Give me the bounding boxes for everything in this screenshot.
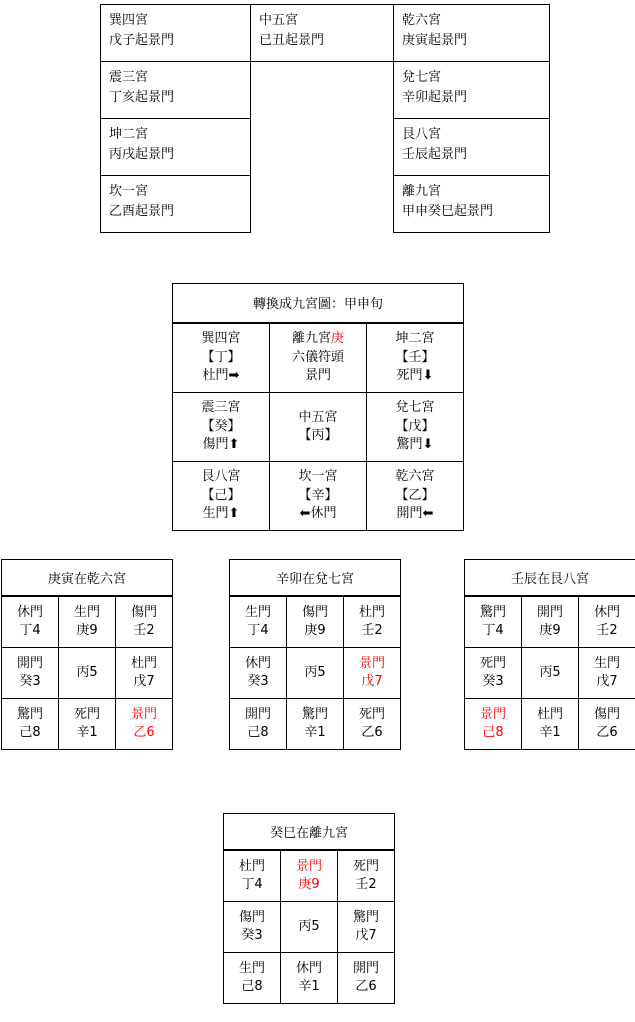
gate-label: 生門	[73, 605, 100, 621]
stem-number-label: 庚9	[304, 623, 326, 638]
start-gate-cell-empty	[251, 62, 394, 119]
gate-label: 景門	[358, 656, 385, 672]
gate-label: 開門	[244, 707, 271, 723]
palace-box-cell	[281, 902, 338, 953]
palace-stem: 【丙】	[298, 428, 338, 443]
gate-label: 杜門	[130, 656, 157, 672]
start-gate-cell	[101, 119, 251, 176]
palace-box-title: 癸巳在離九宮	[224, 814, 394, 850]
stem-number-label: 壬2	[133, 623, 155, 638]
palace-name: 震三宮	[109, 70, 149, 85]
palace-box-cell	[522, 699, 579, 750]
palace-box-row	[2, 699, 172, 750]
palace-box-row	[465, 699, 635, 750]
gate-label: 死門	[73, 707, 100, 723]
gate-label: 傷門	[593, 707, 620, 723]
nine-palace-chart	[172, 283, 464, 531]
gate-label: 驚門	[301, 707, 328, 723]
stem-number-label: 壬2	[355, 877, 377, 892]
start-gate-row	[101, 176, 550, 233]
start-gate-text: 丁亥起景門	[109, 89, 175, 105]
palace-box-gui-si	[223, 813, 395, 1004]
nine-palace-cell	[173, 324, 270, 393]
palace-box-cell	[338, 851, 395, 902]
gate-label: 休門	[295, 961, 322, 977]
stem-number-label: 丁4	[241, 877, 263, 892]
palace-box-cell	[465, 699, 522, 750]
palace-box-cell	[2, 699, 59, 750]
gate-label: 杜門	[358, 605, 385, 621]
palace-name-text: 離九宮	[291, 331, 331, 347]
palace-box-cell	[116, 699, 173, 750]
palace-box-row	[224, 902, 394, 953]
nine-palace-cell	[270, 462, 367, 531]
gate-label: 景門	[130, 707, 157, 723]
palace-box-table	[465, 596, 635, 749]
gate-label: 景門	[479, 707, 506, 723]
stem-number-label: 乙6	[355, 979, 377, 994]
palace-stem: 【壬】	[395, 349, 435, 365]
gate-label: 生門	[593, 656, 620, 672]
gate-label: 休門	[244, 656, 271, 672]
nine-palace-cell	[270, 324, 367, 393]
gate-label: 開門	[536, 605, 563, 621]
palace-box-title: 壬辰在艮八宮	[465, 560, 635, 596]
stem-number-label: 癸3	[482, 674, 504, 689]
start-gate-text: 庚寅起景門	[402, 32, 468, 48]
palace-box-cell	[230, 597, 287, 648]
stem-number-label: 丙5	[298, 919, 320, 935]
nine-palace-table	[173, 323, 463, 530]
gate-label: 開門	[16, 656, 43, 672]
stem-number-label: 丁4	[247, 623, 269, 638]
palace-box-cell	[281, 851, 338, 902]
gate-label: 開門	[352, 961, 379, 977]
palace-box-cell	[344, 648, 401, 699]
palace-gate: 景門	[304, 368, 331, 384]
palace-box-row	[230, 648, 400, 699]
stem-number-label: 癸3	[19, 674, 41, 689]
palace-box-cell	[287, 597, 344, 648]
gate-label: 驚門	[352, 910, 379, 926]
palace-name-text: 乾六宮	[395, 469, 435, 485]
palace-box-cell	[287, 699, 344, 750]
start-gate-text: 戊子起景門	[109, 32, 175, 48]
palace-box-cell	[522, 597, 579, 648]
stem-number-label: 庚9	[76, 623, 98, 638]
palace-name	[173, 330, 269, 348]
palace-box-xin-mao	[229, 559, 401, 750]
stem-number-label: 丙5	[304, 665, 326, 681]
palace-stem: 【丁】	[201, 349, 241, 365]
gate-label: 傷門	[301, 605, 328, 621]
palace-box-table	[230, 596, 400, 749]
palace-box-geng-yin	[1, 559, 173, 750]
gate-label: 生門	[244, 605, 271, 621]
palace-name	[270, 409, 366, 427]
stem-number-label: 癸3	[247, 674, 269, 689]
palace-name-text: 中五宮	[298, 409, 338, 425]
palace-name: 兌七宮	[402, 70, 442, 85]
start-gate-cell	[394, 119, 550, 176]
palace-box-cell	[224, 902, 281, 953]
palace-box-cell	[344, 699, 401, 750]
palace-box-cell	[287, 648, 344, 699]
stem-number-label: 乙6	[596, 725, 618, 740]
stem-number-label: 己8	[482, 725, 504, 740]
palace-name-text: 兌七宮	[395, 400, 435, 416]
palace-name: 中五宮	[259, 13, 299, 28]
palace-box-row	[224, 851, 394, 902]
nine-palace-row	[173, 462, 463, 531]
palace-gate: 死門⬇	[396, 368, 434, 384]
gate-label: 休門	[16, 605, 43, 621]
start-gate-text: 甲申癸巳起景門	[402, 203, 494, 219]
gate-label: 死門	[352, 859, 379, 875]
nine-palace-title: 轉換成九宮圖：甲申旬	[173, 284, 463, 323]
gate-label: 死門	[479, 656, 506, 672]
start-gate-cell	[394, 176, 550, 233]
stem-number-label: 戊7	[355, 928, 377, 943]
stem-number-label: 辛1	[539, 725, 561, 740]
palace-stem: 【癸】	[201, 418, 241, 434]
palace-stem: 【乙】	[395, 487, 435, 503]
palace-box-cell	[224, 953, 281, 1004]
palace-box-cell	[579, 648, 635, 699]
start-gate-table	[100, 4, 550, 233]
palace-name-text: 艮八宮	[201, 469, 241, 485]
gate-label: 杜門	[536, 707, 563, 723]
start-gate-grid	[100, 4, 500, 233]
start-gate-cell	[101, 62, 251, 119]
palace-name-text: 巽四宮	[201, 331, 241, 347]
palace-name: 艮八宮	[402, 127, 442, 142]
palace-box-row	[2, 597, 172, 648]
gate-label: 生門	[238, 961, 265, 977]
stem-number-label: 丁4	[482, 623, 504, 638]
stem-number-label: 庚9	[539, 623, 561, 638]
palace-box-title: 辛卯在兌七宮	[230, 560, 400, 596]
nine-palace-row	[173, 393, 463, 462]
palace-box-cell	[281, 953, 338, 1004]
palace-name: 巽四宮	[109, 13, 149, 28]
start-gate-text: 乙酉起景門	[109, 203, 175, 219]
stem-number-label: 壬2	[596, 623, 618, 638]
palace-stem: 【己】	[201, 487, 241, 503]
start-gate-row	[101, 62, 550, 119]
palace-name	[270, 468, 366, 486]
palace-box-cell	[522, 648, 579, 699]
palace-name: 坎一宮	[109, 184, 149, 199]
palace-box-row	[230, 597, 400, 648]
stem-number-label: 乙6	[133, 725, 155, 740]
stem-number-label: 丙5	[76, 665, 98, 681]
gate-label: 休門	[593, 605, 620, 621]
palace-box-cell	[116, 648, 173, 699]
palace-name	[173, 468, 269, 486]
start-gate-cell	[394, 62, 550, 119]
stem-number-label: 戊7	[361, 674, 383, 689]
palace-box-row	[2, 648, 172, 699]
palace-name	[367, 330, 463, 348]
stem-number-label: 辛1	[304, 725, 326, 740]
palace-name-text: 坎一宮	[298, 469, 338, 485]
start-gate-row	[101, 5, 550, 62]
start-gate-cell-empty	[251, 176, 394, 233]
stem-number-label: 辛1	[298, 979, 320, 994]
palace-box-cell	[338, 953, 395, 1004]
nine-palace-cell	[367, 393, 464, 462]
palace-stem: 六儀符頭	[291, 349, 344, 365]
stem-number-label: 丁4	[19, 623, 41, 638]
stem-number-label: 丙5	[539, 665, 561, 681]
palace-box-cell	[344, 597, 401, 648]
nine-palace-cell	[173, 462, 270, 531]
start-gate-cell	[394, 5, 550, 62]
palace-gate: 生門⬆	[202, 506, 240, 522]
stem-number-label: 癸3	[241, 928, 263, 943]
palace-box-cell	[59, 597, 116, 648]
palace-box-row	[465, 648, 635, 699]
nine-palace-cell	[367, 462, 464, 531]
gate-label: 死門	[358, 707, 385, 723]
gate-label: 傷門	[130, 605, 157, 621]
palace-gate: 開門⬅	[396, 506, 434, 522]
palace-box-cell	[116, 597, 173, 648]
palace-box-cell	[579, 699, 635, 750]
palace-gate: 杜門➡	[202, 368, 240, 384]
palace-gate: ⬅休門	[299, 506, 337, 522]
stem-number-label: 己8	[19, 725, 41, 740]
palace-name: 坤二宮	[109, 127, 149, 142]
palace-name: 離九宮	[402, 184, 442, 199]
start-gate-cell	[101, 5, 251, 62]
palace-box-cell	[230, 699, 287, 750]
palace-name-text: 震三宮	[201, 400, 241, 416]
nine-palace-cell	[270, 393, 367, 462]
palace-name	[367, 468, 463, 486]
start-gate-text: 丙戌起景門	[109, 146, 175, 162]
stem-number-label: 戊7	[596, 674, 618, 689]
palace-name: 乾六宮	[402, 13, 442, 28]
gate-label: 驚門	[479, 605, 506, 621]
palace-stem: 【辛】	[298, 487, 338, 503]
palace-stem: 【戊】	[395, 418, 435, 434]
palace-box-cell	[59, 699, 116, 750]
start-gate-text: 已丑起景門	[259, 32, 325, 48]
leader-stem-highlight: 庚	[331, 331, 345, 347]
stem-number-label: 己8	[241, 979, 263, 994]
palace-box-table	[224, 850, 394, 1003]
palace-box-cell	[338, 902, 395, 953]
palace-box-row	[465, 597, 635, 648]
stem-number-label: 辛1	[76, 725, 98, 740]
palace-box-cell	[579, 597, 635, 648]
palace-box-cell	[2, 648, 59, 699]
stem-number-label: 庚9	[298, 877, 320, 892]
gate-label: 杜門	[238, 859, 265, 875]
palace-box-cell	[2, 597, 59, 648]
palace-name	[173, 399, 269, 417]
stem-number-label: 己8	[247, 725, 269, 740]
stem-number-label: 戊7	[133, 674, 155, 689]
stem-number-label: 壬2	[361, 623, 383, 638]
palace-box-row	[230, 699, 400, 750]
nine-palace-cell	[367, 324, 464, 393]
palace-box-table	[2, 596, 172, 749]
stem-number-label: 乙6	[361, 725, 383, 740]
palace-box-cell	[465, 597, 522, 648]
palace-box-cell	[59, 648, 116, 699]
palace-box-cell	[230, 648, 287, 699]
start-gate-text: 辛卯起景門	[402, 89, 468, 105]
palace-gate: 傷門⬆	[202, 437, 240, 453]
start-gate-cell	[251, 5, 394, 62]
start-gate-cell	[101, 176, 251, 233]
start-gate-row	[101, 119, 550, 176]
palace-box-cell	[465, 648, 522, 699]
palace-gate: 驚門⬇	[396, 437, 434, 453]
gate-label: 驚門	[16, 707, 43, 723]
palace-name	[270, 330, 366, 348]
nine-palace-row	[173, 324, 463, 393]
palace-box-row	[224, 953, 394, 1004]
palace-box-ren-chen	[464, 559, 635, 750]
gate-label: 傷門	[238, 910, 265, 926]
start-gate-text: 壬辰起景門	[402, 146, 468, 162]
palace-name	[367, 399, 463, 417]
palace-name-text: 坤二宮	[395, 331, 435, 347]
palace-box-cell	[224, 851, 281, 902]
nine-palace-cell	[173, 393, 270, 462]
palace-box-title: 庚寅在乾六宮	[2, 560, 172, 596]
gate-label: 景門	[295, 859, 322, 875]
start-gate-cell-empty	[251, 119, 394, 176]
